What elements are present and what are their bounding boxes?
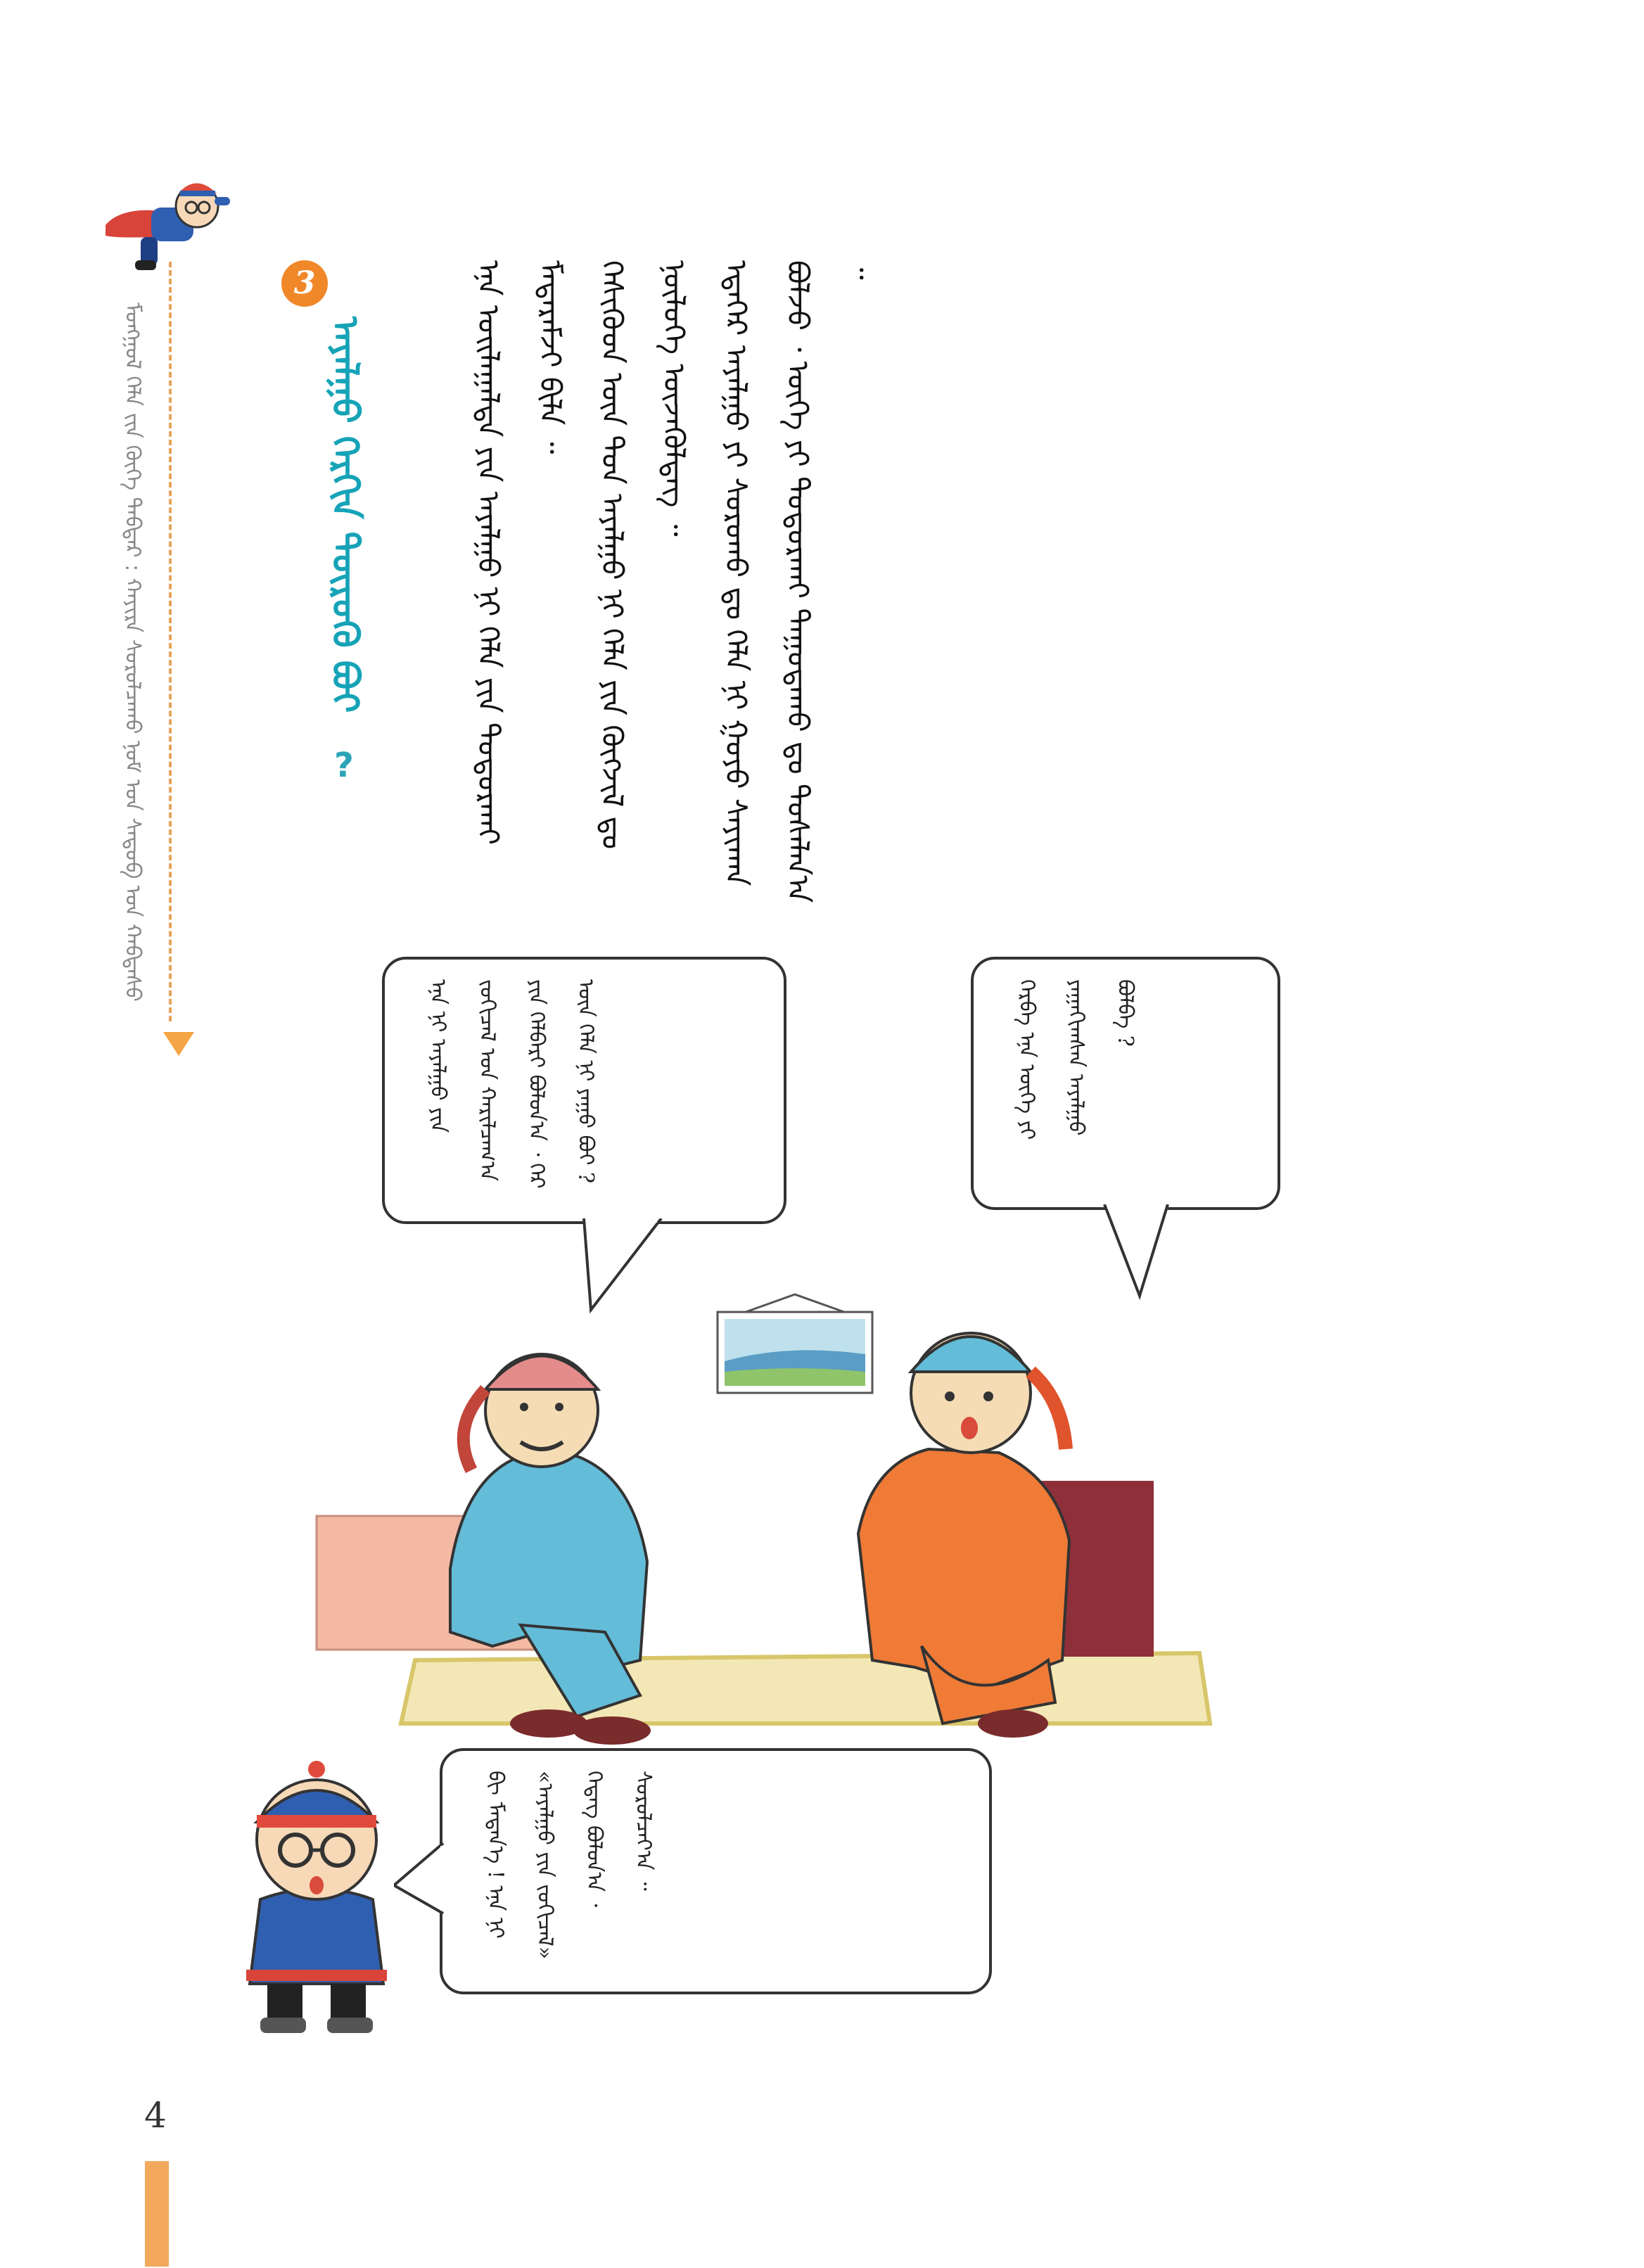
body-paragraph: ᠡᠳᠡᠭᠡᠷ ᠠᠶᠠᠯᠭᠤ ᠶᠢ ᠰᠤᠷᠤᠬᠤ ᠳᠤ ᠬᠡᠯᠡ ᠨᠢ ᠭᠣᠶᠣ ᠰᠠᠶᠢᠬᠠᠨ ᠪᠣᠯᠵᠤ ᠂ ᠦᠭᠡ ᠶᠢ ᠲᠣᠳᠤᠷᠬᠠᠢ ᠳᠠᠭᠤᠳᠠᠬᠤ ᠳᠤ ᠲᠤᠰᠠᠯᠠᠨ᠎ᠠ ᠃ bbox=[719, 260, 877, 903]
question-number-badge: 3 bbox=[281, 260, 328, 307]
speech-bubble-tail bbox=[394, 1836, 450, 1928]
body-paragraphs bbox=[457, 260, 1315, 907]
flying-boy-mascot bbox=[91, 158, 232, 285]
question-mark: ? bbox=[334, 746, 354, 785]
body-paragraph: ᠭᠡᠰᠢᠭᠦᠳ ᠦᠨ ᠳᠤᠨ ᠠᠶᠠᠯᠭᠤ ᠨᠢ ᠬᠡᠯᠡ ᠶᠢᠨ ᠬᠥᠭᠵᠢᠯ ᠳᠤ ᠨᠥᠯᠦᠭᠡ ᠦᠵᠡᠭᠦᠯᠳᠡᠭ ᠃ bbox=[595, 260, 692, 850]
page-tab bbox=[145, 2161, 169, 2267]
body-paragraph: ᠡᠨᠡ ᠣᠢᠯᠠᠭᠠᠯᠲᠠ ᠶᠢᠨ ᠠᠶᠠᠯᠭᠤ ᠨᠢ ᠬᠡᠯᠡ ᠶᠢᠨ ᠳᠤᠳᠤᠷᠬᠠᠢ ᠮᠡᠳᠡᠷᠡᠮᠵᠢ ᠪᠢᠯᠡ ᠃ bbox=[471, 260, 568, 846]
speech-bubble-father: ᠬᠡᠷᠪᠡ ᠡᠨᠡ ᠦᠭᠡ ᠶᠢ ᠶᠠᠭᠠᠬᠢᠭᠰᠠᠨ ᠠᠶᠠᠯᠭᠤ ᠪᠣᠯᠪᠠ ? bbox=[971, 957, 1280, 1210]
speech-bubble-grandfather: ᠡᠨᠡ ᠨᠢ ᠠᠶᠠᠯᠭᠤ ᠶᠢᠨ ᠵᠣᠬᠢᠴᠠᠯ ᠤᠨ ᠬᠠᠷᠢᠯᠴᠠᠭ᠎ᠠ ᠶᠢᠨ ᠬᠡᠯᠪᠡᠷᠢ ᠪᠣᠯᠤᠨ᠎ᠠ ᠂ ᠭᠡᠷ ᠦᠨ ᠬᠡᠯᠡ ᠨᠢ ᠶᠠᠭᠤ ᠪᠣᠢ ? bbox=[382, 957, 786, 1224]
page-number: 4 bbox=[144, 2095, 167, 2136]
question-title: ᠠᠶᠠᠯᠭᠤ ᠬᠡᠷᠬᠢᠨ ᠲᠥᠷᠥᠬᠦ ᠪᠤᠢ bbox=[324, 317, 366, 713]
illustration-two-men-sitting bbox=[310, 1266, 1217, 1759]
header-arrow-icon bbox=[163, 1032, 194, 1056]
boy-character bbox=[232, 1759, 401, 2040]
speech-bubble-boy: ᠪᠢ ᠮᠡᠳᠡᠨ᠎ᠡ ! ᠡᠨᠡ ᠨᠢ «ᠠᠶᠠᠯᠭᠤ ᠶᠢᠨ ᠵᠣᠬᠢᠴᠠᠯ» ᠭᠡᠳᠡᠭ ᠪᠣᠯᠤᠨ᠎ᠠ ᠂ ᠰᠤᠷᠤᠯᠴᠠᠶ᠎ᠠ ᠃ bbox=[440, 1748, 992, 1994]
running-header: ᠮᠣᠩᠭᠣᠯ ᠬᠡᠯᠡ ᠵᠢᠨ ᠬᠥᠬᠡ ᠳᠡᠪᠲᠡᠷ : ᠬᠠᠶᠢᠷᠠ ᠰᠤᠷᠤᠯᠴᠠᠬᠤ ᠨᠣᠮ ᠤᠨ ᠰᠡᠳᠦᠪ ᠤᠨ ᠬᠠᠪᠲᠠᠰᠤ bbox=[120, 302, 145, 1002]
header-divider bbox=[169, 262, 172, 1021]
